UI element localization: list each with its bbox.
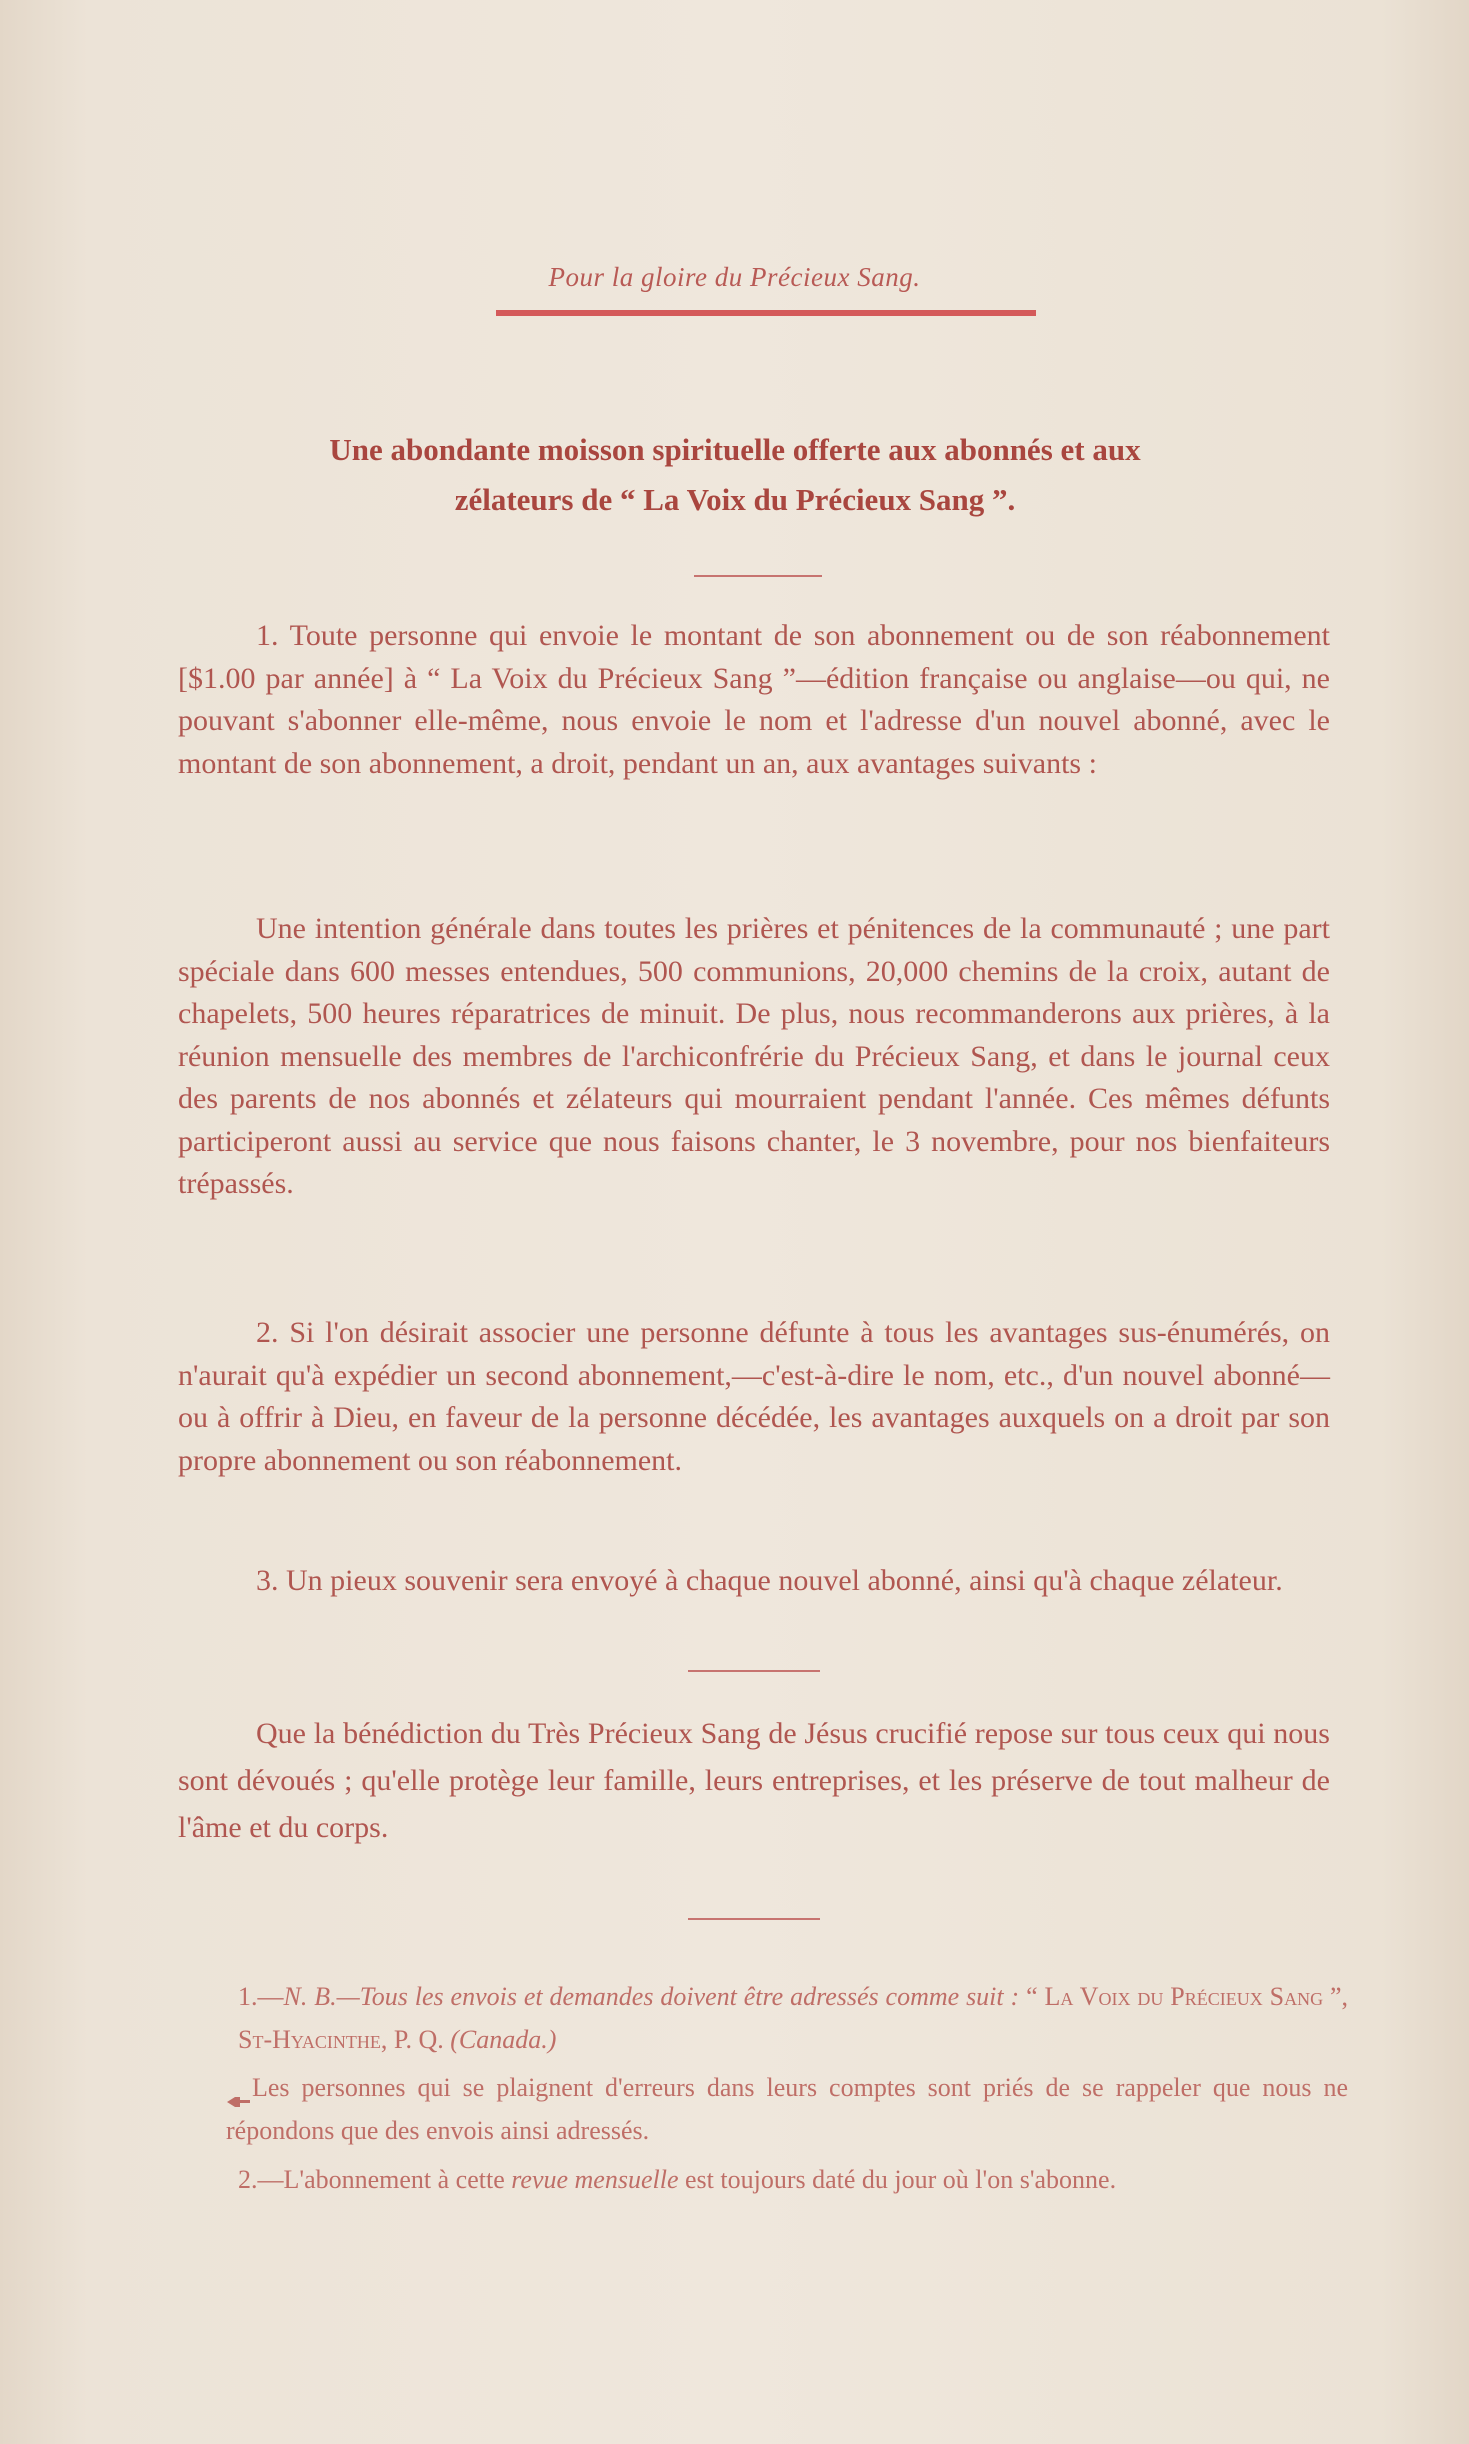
headline-line-2: zélateurs de “ La Voix du Précieux Sang ”.	[454, 482, 1016, 517]
advantages-paragraph	[178, 908, 1330, 1206]
note-2	[238, 2158, 1348, 2201]
section-2-number: 2.	[256, 1316, 279, 1349]
advantages-text: Une intention générale dans toutes les prières et pénitences de la communauté ; une part spéciale dans 600 messes entendues, 500 communions, 20,000 chemins de la croix, autant de chapelets, 500 heures réparatrices de minuit. De plus, nous recommanderons aux prières, à la réunion mensuelle des membres de l'archiconfrérie du Précieux Sang, et dans le journal ceux des parents de nos abonnés et zélateurs qui mourraient pendant l'année. Ces mêmes défunts participeront aussi au service que nous faisons chanter, le 3 novembre, pour nos bienfaiteurs trépassés.	[178, 912, 1330, 1200]
divider-2	[688, 1670, 820, 1672]
section-2-text: Si l'on désirait associer une personne défunte à tous les avantages sus-énumérés, on n'aurait qu'à expédier un second abonnement,—c'est-à-dire le nom, etc., d'un nouvel abonné—ou à offrir à Dieu, en faveur de la personne décédée, les avantages auxquels on a droit par son propre abonnement ou son réabonnement.	[178, 1316, 1330, 1477]
headline	[200, 425, 1270, 525]
section-1-number: 1.	[256, 619, 279, 652]
section-1-text: Toute personne qui envoie le montant de son abonnement ou de son réabonnement [$1.00 par année] à “ La Voix du Précieux Sang ”—édition française ou anglaise—ou qui, ne pouvant s'abonner elle-même, nous envoie le nom et l'adresse d'un nouvel abonné, avec le montant de son abonnement, a droit, pendant un an, aux avantages suivants :	[178, 619, 1331, 780]
section-3-text: Un pieux souvenir sera envoyé à chaque nouvel abonné, ainsi qu'à chaque zélateur.	[286, 1564, 1283, 1597]
header-rule	[496, 310, 1036, 316]
section-2	[178, 1312, 1330, 1482]
note-1	[238, 1975, 1348, 2061]
note-hand-text: Les personnes qui se plaignent d'erreurs dans leurs comptes sont priés de se rappeler que nous ne répondons que des envois ainsi adressés.	[226, 2073, 1348, 2145]
note-2-after: est toujours daté du jour où l'on s'abonne.	[685, 2165, 1117, 2194]
note-2-italic: revue mensuelle	[511, 2165, 679, 2194]
running-header: Pour la gloire du Précieux Sang.	[548, 262, 921, 292]
divider-1	[694, 575, 822, 577]
pointing-hand-icon	[226, 2081, 252, 2099]
note-1-address: “ La Voix du Précieux Sang ”, St-Hyacinthe, P. Q.	[238, 1982, 1349, 2054]
note-2-before: L'abonnement à cette	[283, 2165, 505, 2194]
note-1-italic: N. B.—Tous les envois et demandes doivent être adressés comme suit :	[283, 1982, 1020, 2011]
headline-line-1: Une abondante moisson spirituelle offerte aux abonnés et aux	[329, 432, 1141, 467]
note-1-number: 1.—	[238, 1982, 284, 2011]
note-1-country: (Canada.)	[450, 2025, 557, 2054]
section-1	[178, 615, 1330, 785]
section-3-number: 3.	[256, 1564, 279, 1597]
section-3	[178, 1560, 1330, 1603]
blessing-paragraph	[178, 1710, 1330, 1851]
note-hand	[226, 2066, 1348, 2152]
blessing-text: Que la bénédiction du Très Précieux Sang de Jésus crucifié repose sur tous ceux qui nous sont dévoués ; qu'elle protège leur famille, leurs entreprises, et les préserve de tout malheur de l'âme et du corps.	[178, 1717, 1330, 1844]
note-2-number: 2.—	[238, 2165, 284, 2194]
divider-3	[688, 1918, 820, 1920]
